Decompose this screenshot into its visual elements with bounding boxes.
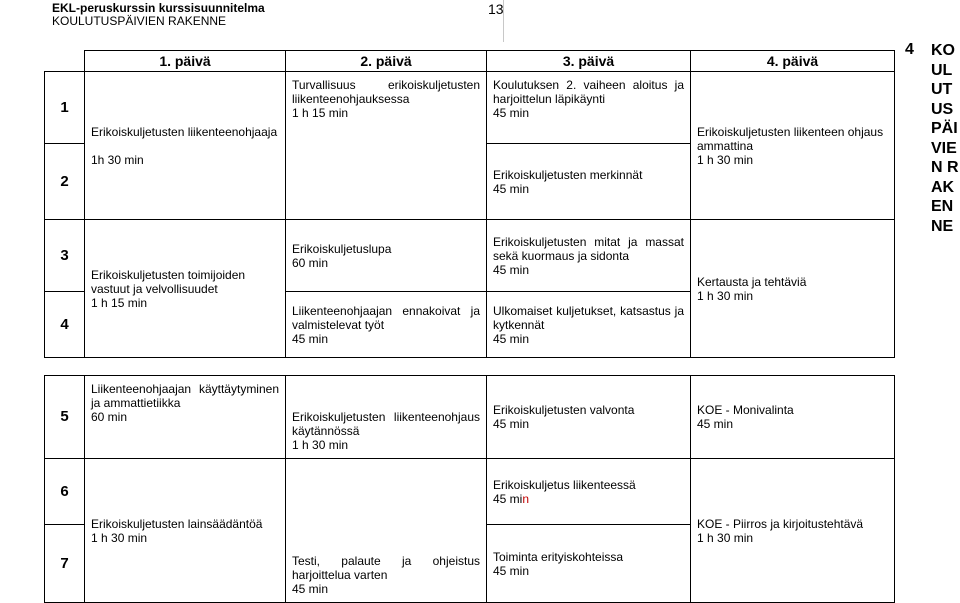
- day3-session: [487, 220, 691, 292]
- day3-session: [487, 525, 691, 603]
- session-title: Erikoiskuljetusten lainsäädäntöä: [91, 516, 263, 531]
- gap-cell: [487, 358, 691, 376]
- day1-session: [85, 459, 286, 603]
- day1-session: [85, 376, 286, 459]
- gap-cell: [286, 358, 487, 376]
- gap-cell: [85, 358, 286, 376]
- session-title: Erikoiskuljetusten liikenteenohjaaja: [91, 124, 278, 139]
- session-title: Erikoiskuljetusten valvonta: [493, 403, 635, 417]
- session-title: Testi, palaute ja ohjeistus harjoittelua varten: [292, 554, 480, 582]
- row-number: 5: [45, 376, 85, 459]
- session-duration: 1h 30 min: [91, 152, 144, 167]
- session-duration: 1 h 15 min: [91, 295, 148, 310]
- session-title: Erikoiskuljetusten toimijoiden vastuut ja velvollisuudet: [91, 267, 246, 296]
- session-duration: 1 h 30 min: [697, 152, 754, 167]
- document-subtitle: KOULUTUSPÄIVIEN RAKENNE: [52, 14, 227, 28]
- schedule-row: [45, 376, 895, 459]
- day-2-header: 2. päivä: [286, 51, 487, 72]
- session-duration: 45 min: [493, 331, 530, 346]
- session-duration: 1 h 30 min: [697, 288, 754, 303]
- section-number: 4: [905, 41, 914, 58]
- session-title: Erikoiskuljetusten merkinnät: [493, 167, 643, 182]
- day3-session: [487, 144, 691, 220]
- row-number: 1: [45, 72, 85, 144]
- day3-session: [487, 459, 691, 525]
- session-title: KOE - Piirros ja kirjoitustehtävä: [697, 516, 864, 531]
- document-title: EKL-peruskurssin kurssisuunnitelma: [52, 1, 265, 15]
- gap-cell: [45, 358, 85, 376]
- session-duration: 45 min: [493, 491, 530, 506]
- session-title: Ulkomaiset kuljetukset, katsastus ja kytkennät: [493, 303, 684, 332]
- session-title: Kertausta ja tehtäviä: [697, 274, 807, 289]
- section-title: KOULUTUSPÄIVIEN RAKENNE: [931, 42, 959, 235]
- day-4-header: 4. päivä: [691, 51, 895, 72]
- session-title: Erikoiskuljetusten liikenteen ohjaus ammattina: [697, 124, 884, 153]
- session-title: Turvallisuus erikoiskuljetusten liikenteenohjauksessa: [292, 78, 480, 106]
- day3-session: [487, 72, 691, 144]
- row-number: 7: [45, 525, 85, 603]
- session-duration: 45 min: [493, 417, 530, 431]
- session-duration: 45 min: [697, 417, 734, 431]
- session-title: Erikoiskuljetus liikenteessä: [493, 477, 636, 492]
- session-title: Koulutuksen 2. vaiheen aloitus ja harjoittelun läpikäynti: [493, 78, 684, 106]
- day2-session: [286, 72, 487, 220]
- session-duration: 60 min: [91, 410, 128, 424]
- schedule-row: [45, 72, 895, 144]
- session-duration: 45 min: [292, 331, 329, 346]
- session-title: Erikoiskuljetuslupa: [292, 241, 392, 256]
- schedule-table: [44, 50, 895, 603]
- day3-session: [487, 292, 691, 358]
- day1-session: [85, 72, 286, 220]
- session-title: KOE - Monivalinta: [697, 403, 794, 417]
- session-title: Liikenteenohjaajan ennakoivat ja valmistelevat työt: [292, 303, 480, 332]
- day-header-row: [45, 51, 895, 72]
- day2-session: [286, 376, 487, 459]
- session-title: Toiminta erityiskohteissa: [493, 549, 624, 564]
- session-duration: 45 min: [493, 106, 530, 120]
- day3-session: [487, 376, 691, 459]
- day4-session: [691, 72, 895, 220]
- session-title: Erikoiskuljetusten liikenteenohjaus käytännössä: [292, 410, 480, 438]
- lunch-gap-row: [45, 358, 895, 376]
- day1-session: [85, 220, 286, 358]
- session-title: Liikenteenohjaajan käyttäytyminen ja ammattietiikka: [91, 382, 279, 410]
- corner-cell: [45, 51, 85, 72]
- row-number: 6: [45, 459, 85, 525]
- schedule-row: [45, 459, 895, 525]
- session-duration: 60 min: [292, 255, 329, 270]
- session-duration: 1 h 30 min: [697, 530, 754, 545]
- row-number: 2: [45, 144, 85, 220]
- page-number: 13: [488, 1, 504, 17]
- session-duration: 45 min: [292, 582, 329, 596]
- session-title: Erikoiskuljetusten mitat ja massat sekä kuormaus ja sidonta: [493, 234, 684, 263]
- row-number: 3: [45, 220, 85, 292]
- day4-session: [691, 220, 895, 358]
- row-number: 4: [45, 292, 85, 358]
- day2-session: [286, 292, 487, 358]
- session-duration: 45 min: [493, 181, 530, 196]
- day-1-header: 1. päivä: [85, 51, 286, 72]
- session-duration: 45 min: [493, 262, 530, 277]
- day4-session: [691, 376, 895, 459]
- day4-session: [691, 459, 895, 603]
- session-duration: 1 h 30 min: [292, 438, 349, 452]
- day2-session: [286, 220, 487, 292]
- session-duration: 1 h 30 min: [91, 530, 148, 545]
- day2-session: [286, 459, 487, 603]
- session-duration: 1 h 15 min: [292, 106, 349, 120]
- schedule-row: [45, 220, 895, 292]
- session-duration: 45 min: [493, 563, 530, 578]
- day-3-header: 3. päivä: [487, 51, 691, 72]
- gap-cell: [691, 358, 895, 376]
